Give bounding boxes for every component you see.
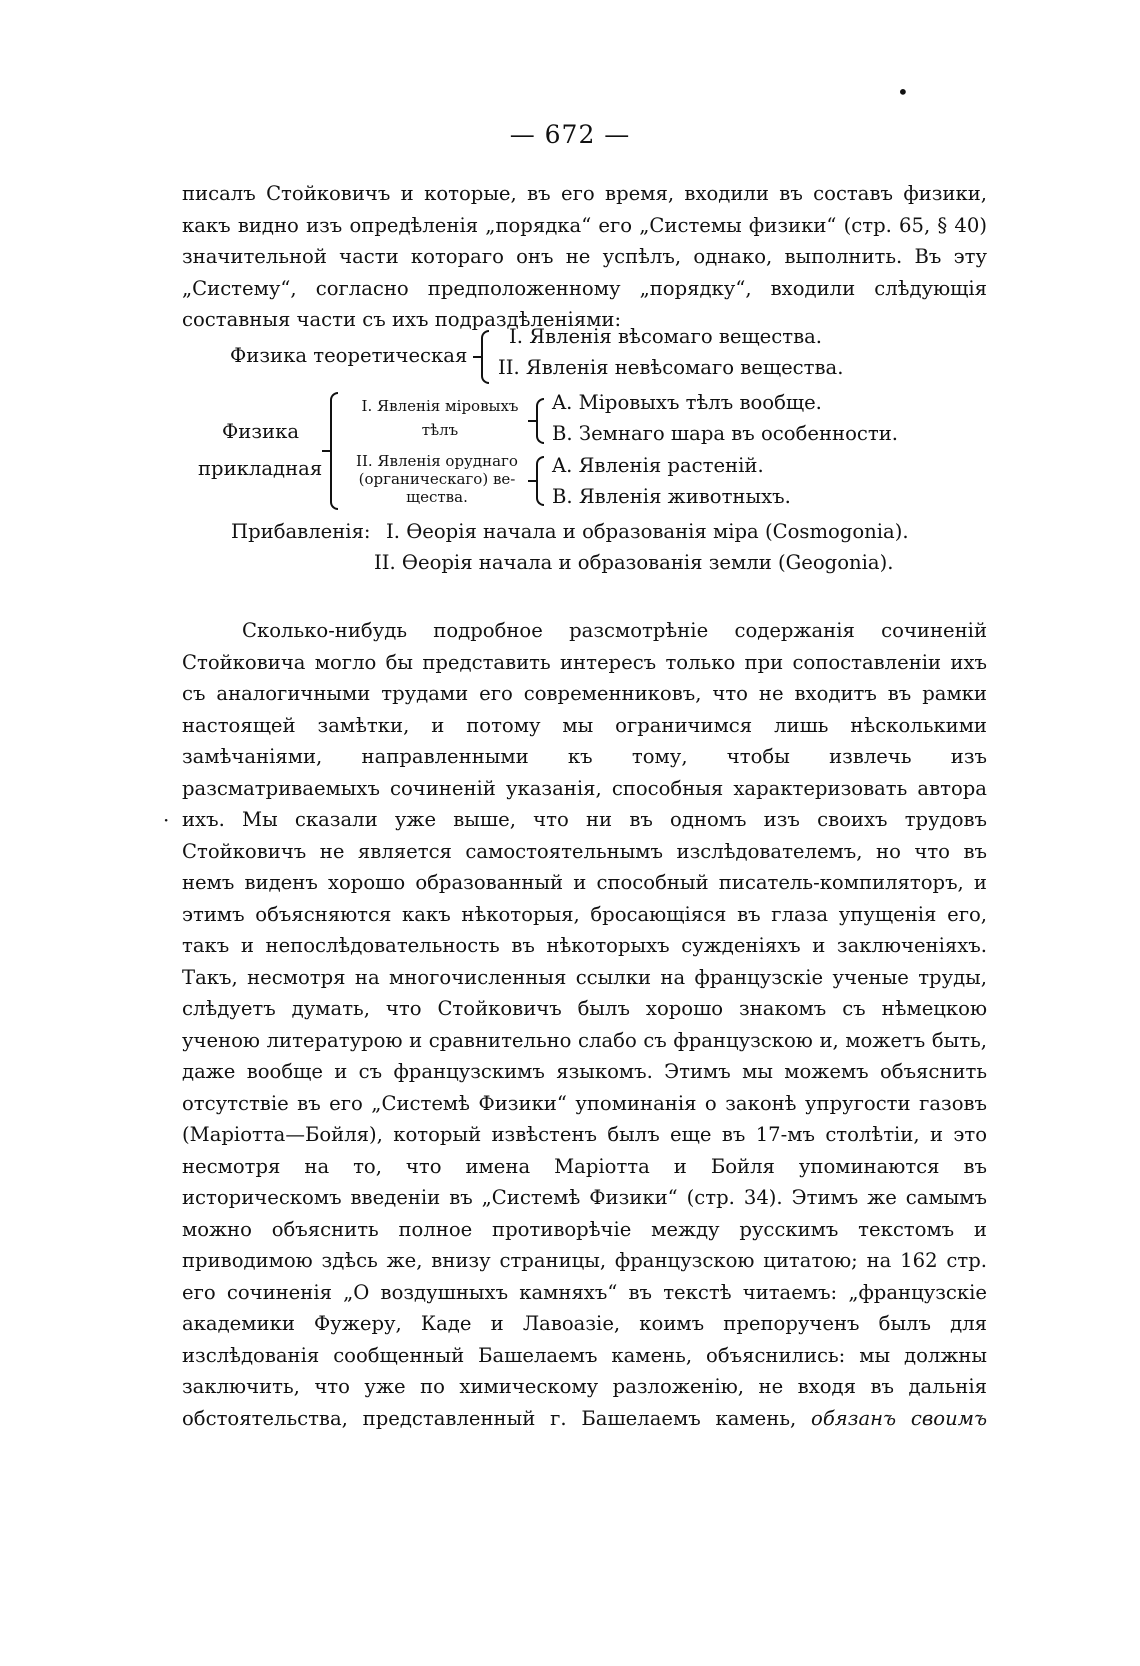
paragraph-1: писалъ Стойковичъ и которые, въ его время, входили въ составъ физики, какъ видно изъ опредѣленія „порядка“ его „Системы физики“ (стр. 65, § 40) значительной части котораго онъ не успѣлъ, однако, выполнить. Въ эту „Систему“, согласно предположенному „порядку“, входили слѣдующія составныя части съ ихъ подраздѣленіями: xyxy=(182,182,987,331)
brace-applied-sub-2 xyxy=(536,456,544,506)
paragraph-2-italic-end: обязанъ своимъ xyxy=(811,1406,988,1430)
stray-dot-top: • xyxy=(897,80,909,104)
theoretical-physics-label: Физика теоретическая xyxy=(230,344,468,367)
appendix-label: Прибавленія: xyxy=(231,520,371,543)
appendix-item-1: I. Ѳеорія начала и образованія міра (Cosmogonia). xyxy=(386,520,909,543)
applied-sub-2-line-2: (органическаго) ве- xyxy=(358,470,516,488)
applied-physics-label-line-2: прикладная xyxy=(198,457,323,480)
page-number: — 672 — xyxy=(509,120,631,149)
applied-sub-2-item-a: A. Явленія растеній. xyxy=(552,454,764,477)
applied-sub-1-line-2: тѣлъ xyxy=(421,421,459,439)
brace-theoretical xyxy=(481,330,489,384)
applied-sub-2-line-1: II. Явленія оруднаго xyxy=(356,452,518,470)
applied-sub-2-line-3: щества. xyxy=(406,488,468,506)
applied-sub-2-item-b: B. Явленія животныхъ. xyxy=(552,485,791,508)
paragraph-2 xyxy=(182,615,987,1434)
applied-sub-1-item-a: A. Міровыхъ тѣлъ вообще. xyxy=(552,391,822,414)
theoretical-item-2: II. Явленія невѣсомаго вещества. xyxy=(498,356,844,379)
brace-applied-sub-1 xyxy=(536,398,544,444)
paragraph-2-text: Сколько-нибудь подробное разсмотрѣніе содержанія сочиненій Стойковича могло бы представить интересъ только при сопоставленіи ихъ съ аналогичными трудами его современниковъ, что не входитъ въ рамки настоящей замѣтки, и потому мы ограничимся лишь нѣсколькими замѣчаніями, направленными къ тому, чтобы извлечь изъ разсматриваемыхъ сочиненій указанія, способныя характеризовать автора ихъ. Мы сказали уже выше, что ни въ одномъ изъ своихъ трудовъ Стойковичъ не является самостоятельнымъ изслѣдователемъ, но что въ немъ виденъ хорошо образованный и способный писатель-компиляторъ, и этимъ объясняются какъ нѣкоторыя, бросающіяся въ глаза упущенія его, такъ и непослѣдовательность въ нѣкоторыхъ сужденіяхъ и заключеніяхъ. Такъ, несмотря на многочисленныя ссылки на французскіе ученые труды, слѣдуетъ думать, что Стойковичъ былъ хорошо знакомъ съ нѣмецкою ученою литературою и сравнительно слабо съ французскою и, можетъ быть, даже вообще и съ французскимъ языкомъ. Этимъ мы можемъ объяснить отсутствіе въ его „Системѣ Физики“ упоминанія о законѣ упругости газовъ (Маріотта—Бойля), который извѣстенъ былъ еще въ 17-мъ столѣтіи, и это несмотря на то, что имена Маріотта и Бойля упоминаются въ историческомъ введеніи въ „Системѣ Физики“ (стр. 34). Этимъ же самымъ можно объяснить полное противорѣчіе между русскимъ текстомъ и приводимою здѣсь же, внизу страницы, французскою цитатою; на 162 стр. его сочиненія „О воздушныхъ камняхъ“ въ текстѣ читаемъ: „французскіе академики Фужеру, Каде и Лавоазіе, коимъ препорученъ былъ для изслѣдованія сообщенный Башелаемъ камень, объяснились: мы должны заключить, что уже по химическому разложенію, не входя въ дальнія обстоятельства, представленный г. Башелаемъ камень, xyxy=(182,619,987,1430)
theoretical-item-1: I. Явленія вѣсомаго вещества. xyxy=(509,325,823,348)
brace-applied xyxy=(330,392,338,510)
applied-sub-1-item-b: B. Земнаго шара въ особенности. xyxy=(552,422,898,445)
stray-dot-left: · xyxy=(163,808,170,832)
applied-sub-1-line-1: I. Явленія міровыхъ xyxy=(361,397,519,415)
applied-physics-label-line-1: Физика xyxy=(222,420,299,443)
appendix-item-2: II. Ѳеорія начала и образованія земли (Geogonia). xyxy=(374,551,894,574)
